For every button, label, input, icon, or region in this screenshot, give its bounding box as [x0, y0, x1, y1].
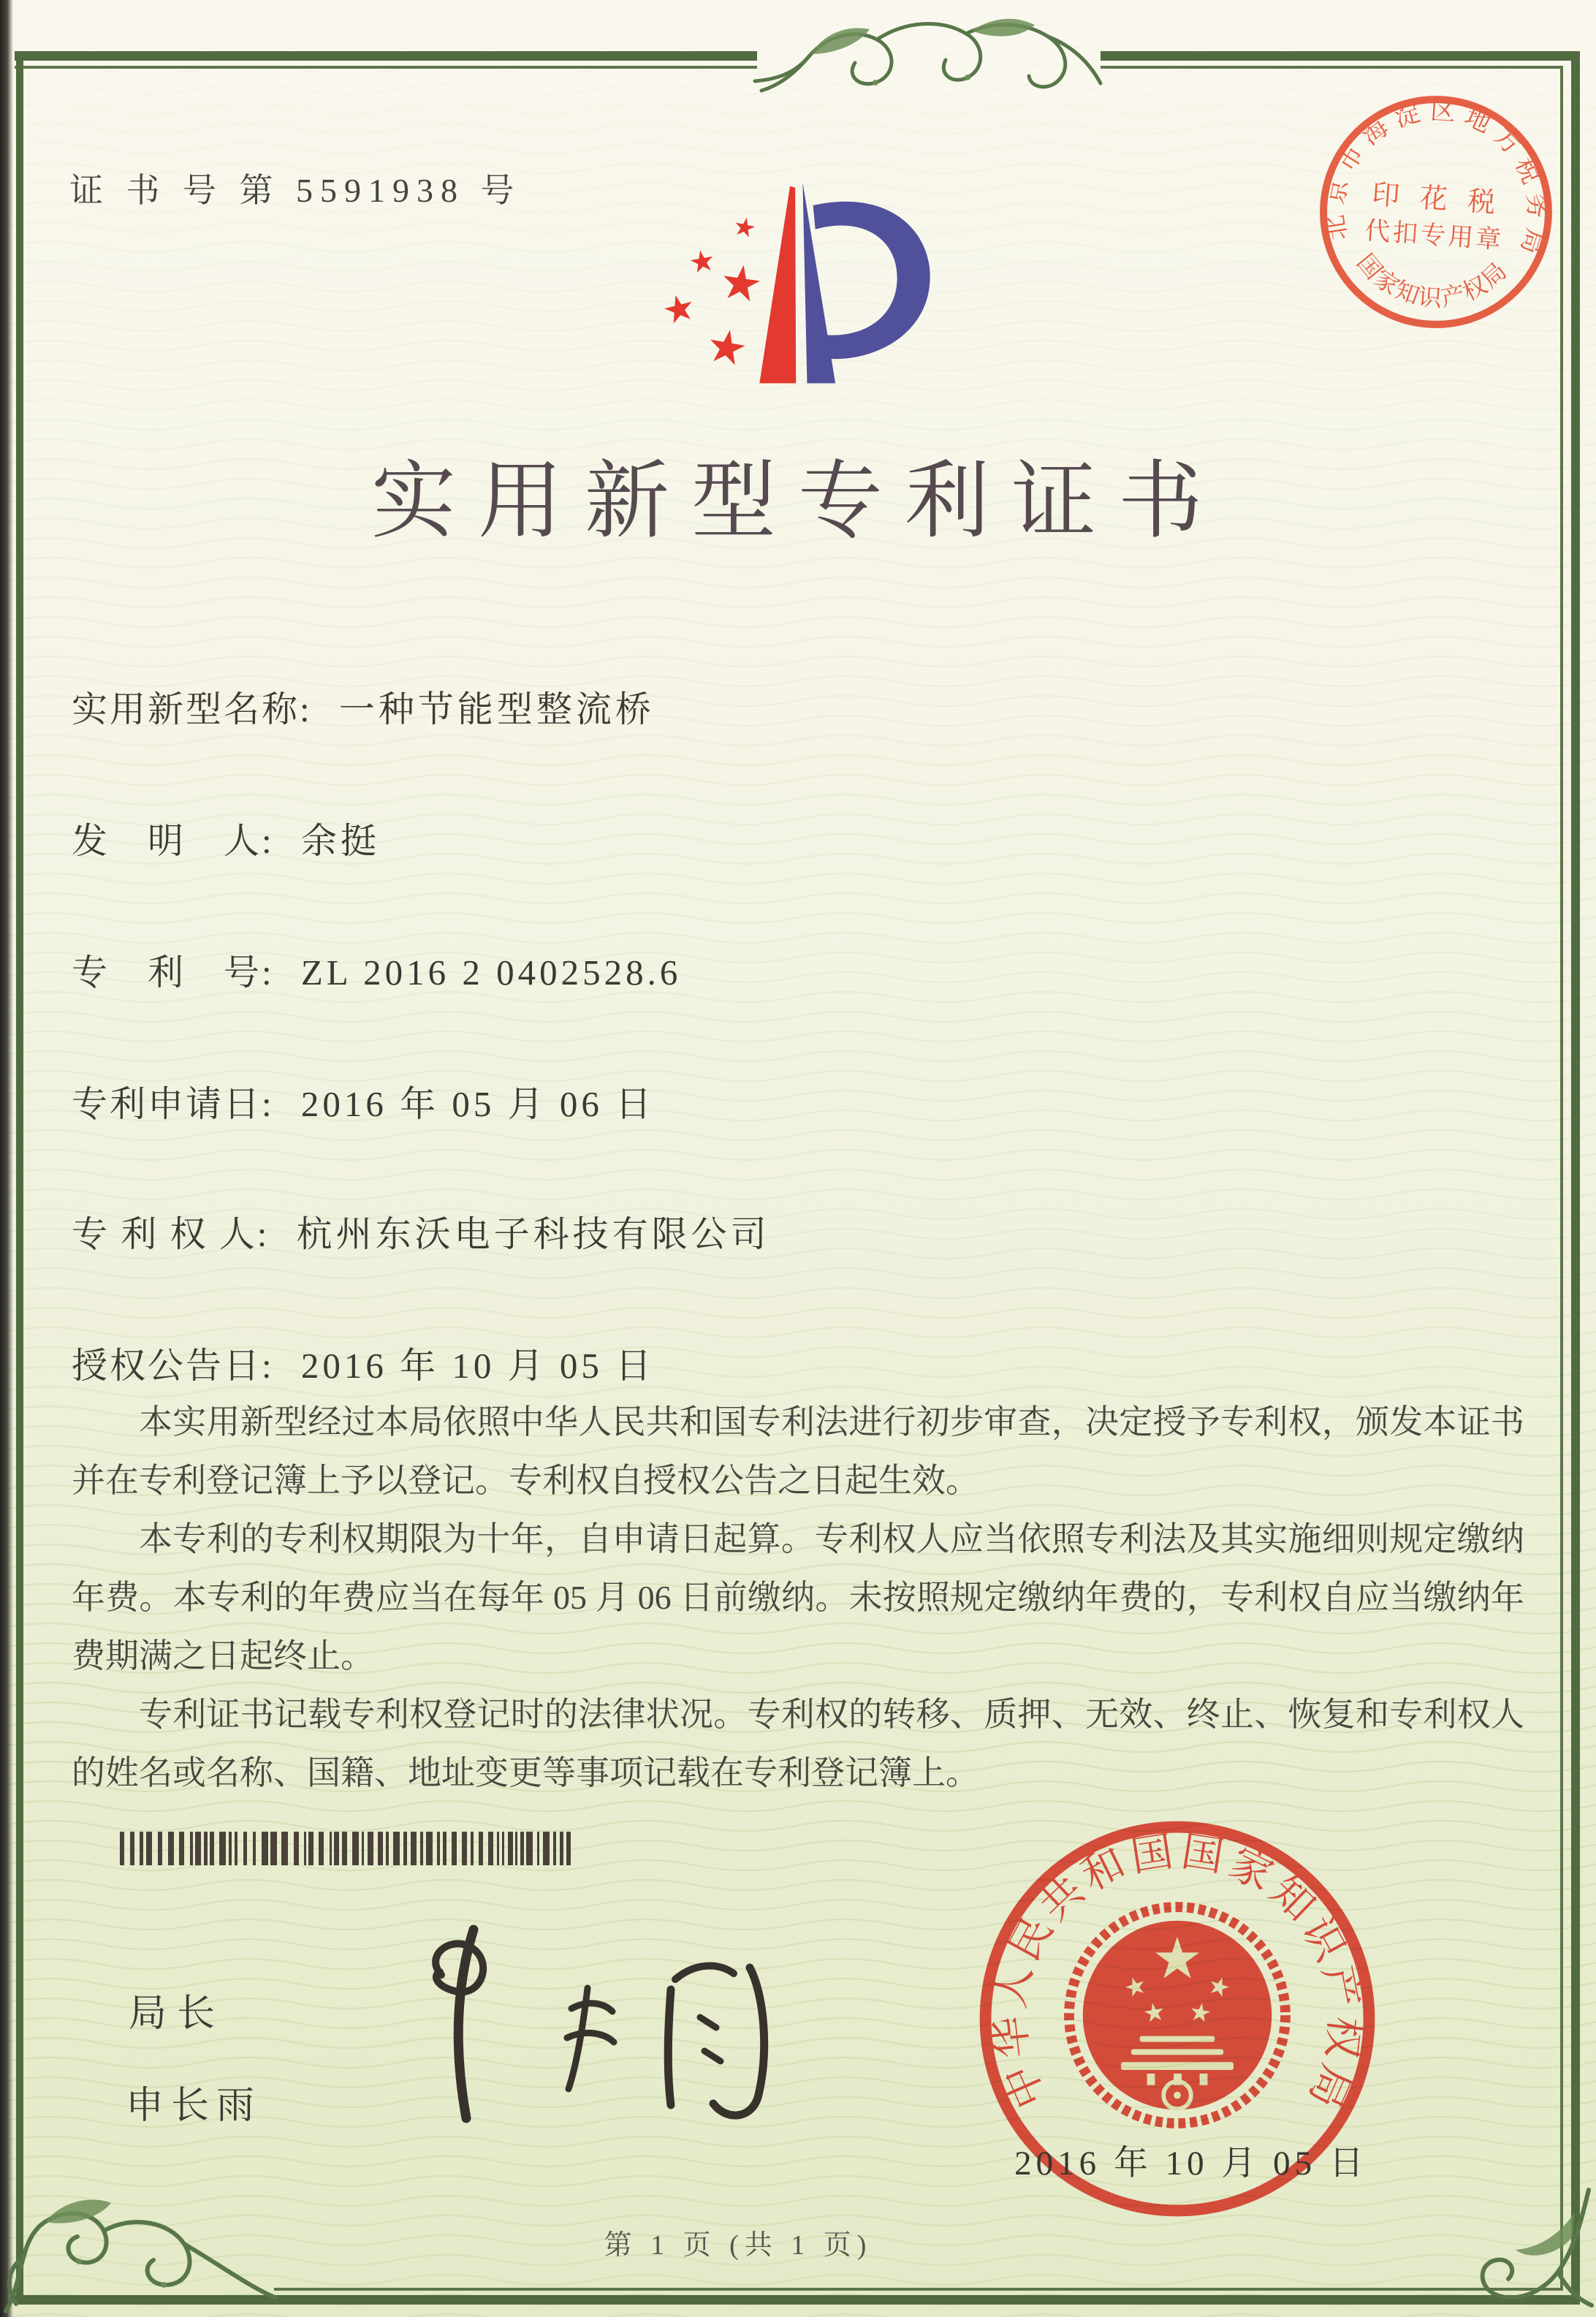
field-inventor — [72, 813, 380, 864]
field-utility-model-name — [72, 681, 655, 732]
frame-right-thin — [1560, 66, 1563, 2291]
tax-stamp-center-line2: 代扣专用章 — [1364, 216, 1505, 254]
field-label: 授权公告日: — [72, 1346, 274, 1386]
frame-top-thick-left — [15, 51, 757, 61]
footer-page-number: 第 1 页 (共 1 页) — [604, 2230, 873, 2261]
field-label: 专 利 权 人: — [72, 1214, 270, 1254]
field-value: 余挺 — [300, 821, 380, 861]
legal-text-block — [72, 1393, 1524, 1802]
national-emblem-icon — [1069, 1907, 1285, 2123]
frame-bottom-thin — [274, 2288, 1563, 2291]
certificate-number: 证 书 号 第 5591938 号 — [69, 172, 522, 209]
field-label: 发 明 人: — [72, 821, 274, 861]
field-grant-date — [72, 1338, 655, 1389]
director-signature-handwriting — [380, 1886, 862, 2149]
scan-edge-shadow — [0, 0, 13, 2317]
certificate-title: 实用新型专利证书 — [371, 455, 1225, 549]
logo-red-wedge — [759, 186, 796, 384]
paragraph-register-note: 专利证书记载专利权登记时的法律状况。专利权的转移、质押、无效、终止、恢复和专利权人的姓名或名称、国籍、地址变更等事项记载在专利登记簿上。 — [72, 1696, 1524, 1791]
field-patent-number — [72, 944, 681, 996]
field-label: 专利申请日: — [72, 1084, 274, 1124]
field-filing-date — [72, 1076, 655, 1127]
tax-stamp-center-line1: 印 花 税 — [1370, 179, 1503, 219]
logo-stars — [662, 216, 762, 366]
seal-grant-date: 2016 年 10 月 05 日 — [1014, 2145, 1368, 2183]
officer-name-label: 申长雨 — [126, 2085, 262, 2127]
frame-top-thin-left — [15, 66, 757, 69]
bottom-right-corner-flourish — [1470, 2183, 1596, 2317]
paragraph-term-and-fees: 本专利的专利权期限为十年，自申请日起算。专利权人应当依照专利法及其实施细则规定缴纳年费。本专利的年费应当在每年 05 月 06 日前缴纳。未按照规定缴纳年费的，专利权自应当缴纳年费期满之日起终止。 — [72, 1520, 1524, 1675]
stamp-tax-withholding-seal — [1310, 86, 1562, 338]
field-value: ZL 2016 2 0402528.6 — [300, 952, 682, 993]
field-value: 杭州东沃电子科技有限公司 — [296, 1214, 770, 1254]
top-center-vine-flourish — [751, 12, 1106, 123]
officer-title-label: 局长 — [129, 1993, 226, 2035]
tax-stamp-arc-bottom-text: 国家知识产权局 — [1351, 249, 1513, 313]
field-value: 一种节能型整流桥 — [338, 689, 655, 729]
field-value: 2016 年 05 月 06 日 — [300, 1084, 656, 1124]
field-patentee — [72, 1206, 770, 1257]
field-value: 2016 年 10 月 05 日 — [300, 1346, 656, 1386]
logo-blue-wedge-and-p — [802, 182, 930, 383]
field-label: 专 利 号: — [72, 952, 274, 993]
frame-top-thin-right — [1101, 66, 1562, 69]
frame-top-thick-right — [1101, 51, 1580, 61]
frame-left-thick — [16, 51, 23, 2305]
field-label: 实用新型名称: — [72, 689, 312, 729]
paragraph-grant-statement: 本实用新型经过本局依照中华人民共和国专利法进行初步审查，决定授予专利权，颁发本证书并在专利登记簿上予以登记。专利权自授权公告之日起生效。 — [72, 1403, 1524, 1499]
tax-stamp-arc-top-text: 北京市海淀区地方税务局 — [1320, 96, 1551, 257]
frame-right-thick — [1571, 51, 1580, 2305]
cnipa-ip-logo — [630, 162, 946, 408]
seal-ring-text: 中华人民共和国国家知识产权局 — [987, 1828, 1368, 2115]
barcode — [120, 1832, 582, 1865]
